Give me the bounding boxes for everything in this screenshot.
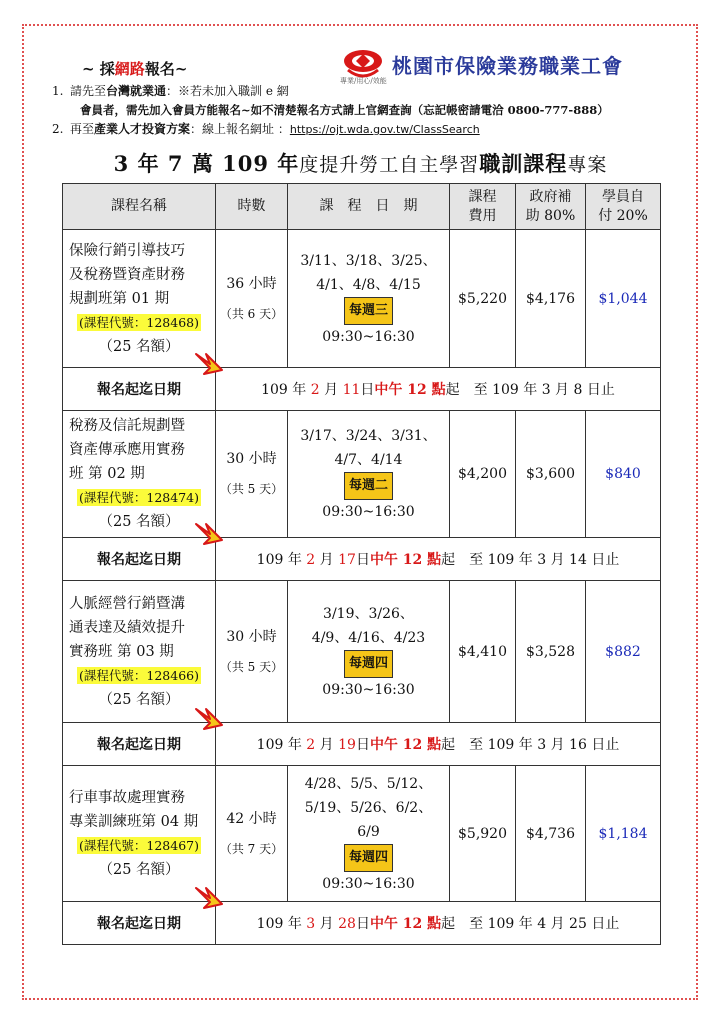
registration-row: [63, 723, 661, 766]
course-row: [63, 230, 661, 368]
course-code-highlight: (課程代號：128466): [79, 667, 199, 683]
course-self-pay: $840: [586, 411, 661, 538]
course-name-line: 專業訓練班第 04 期: [69, 813, 199, 830]
course-name-line: 行車事故處理實務: [69, 789, 185, 806]
course-hours: 30 小時: [226, 628, 277, 645]
header-fee: 課程 費用: [450, 184, 516, 230]
course-name-cell: [63, 581, 216, 723]
course-quota: （25 名額）: [98, 691, 180, 708]
registration-label: 報名起迄日期: [63, 538, 216, 581]
registration-label: 報名起迄日期: [63, 368, 216, 411]
header-subsidy: 政府補 助 80%: [516, 184, 586, 230]
course-time: 09:30~16:30: [322, 328, 415, 345]
course-days: （共 6 天）: [219, 306, 284, 321]
registration-row: [63, 368, 661, 411]
course-date-line: 4/28、5/5、5/12、: [304, 775, 433, 792]
registration-period: 109 年 2 月 11日中午 12 點起 至 109 年 3 月 8 日止: [216, 368, 661, 411]
registration-notes: [52, 82, 692, 139]
registration-period: 109 年 3 月 28日中午 12 點起 至 109 年 4 月 25 日止: [216, 902, 661, 945]
registration-title: ~ 採網路報名~: [82, 60, 188, 78]
course-days: （共 5 天）: [219, 482, 284, 496]
course-name-line: 稅務及信託規劃暨: [69, 418, 185, 434]
course-fee: $5,220: [450, 230, 516, 368]
header-hours: 時數: [216, 184, 288, 230]
course-name-line: 實務班 第 03 期: [69, 643, 174, 660]
course-name-cell: [63, 230, 216, 368]
course-name-cell: [63, 766, 216, 902]
course-fee: $5,920: [450, 766, 516, 902]
weekday-badge: 每週四: [344, 844, 393, 872]
org-name: 桃園市保險業務職業工會: [392, 54, 623, 78]
org-slogan: 專業/用心/效能: [340, 77, 387, 85]
course-subsidy: $4,736: [516, 766, 586, 902]
course-name-line: 及稅務暨資產財務: [69, 266, 185, 283]
weekday-badge: 每週四: [344, 650, 393, 678]
course-name-line: 通表達及績效提升: [69, 619, 185, 636]
course-subsidy: $3,528: [516, 581, 586, 723]
registration-url-link[interactable]: https://ojt.wda.gov.tw/ClassSearch: [289, 123, 480, 136]
course-quota: （25 名額）: [98, 338, 180, 355]
course-subsidy: $4,176: [516, 230, 586, 368]
course-fee: $4,200: [450, 411, 516, 538]
course-name-line: 保險行銷引導技巧: [69, 242, 185, 259]
course-row: [63, 766, 661, 902]
course-date-line: 4/1、4/8、4/15: [316, 276, 421, 293]
registration-row: [63, 902, 661, 945]
course-dates-cell: [288, 766, 450, 902]
note-1-continued: 會員者，需先加入會員方能報名~如不清楚報名方式請上官網查詢（忘記帳密請電洽 0800-777-888）: [80, 103, 609, 117]
course-date-line: 3/11、3/18、3/25、: [300, 252, 437, 269]
registration-period: 109 年 2 月 19日中午 12 點起 至 109 年 3 月 16 日止: [216, 723, 661, 766]
note-1: 1. 請先至台灣就業通：※若未加入職訓 e 網: [52, 84, 289, 98]
registration-label: 報名起迄日期: [63, 902, 216, 945]
course-time: 09:30~16:30: [322, 681, 415, 698]
note-2: 2. 再至產業人才投資方案：線上報名網址 ：https://ojt.wda.gov.tw/ClassSearch: [52, 122, 480, 136]
header-dates: 課 程 日 期: [288, 184, 450, 230]
course-hours: 36 小時: [226, 275, 277, 292]
table-header-row: [63, 184, 661, 230]
course-hours-cell: [216, 411, 288, 538]
course-days: （共 7 天）: [219, 841, 284, 856]
course-date-line: 5/19、5/26、6/2、: [304, 799, 433, 816]
course-name-line: 資產傳承應用實務: [69, 442, 185, 458]
pointer-arrow-icon: [194, 705, 224, 731]
course-name-line: 規劃班第 01 期: [69, 290, 170, 307]
course-hours-cell: [216, 230, 288, 368]
course-subsidy: $3,600: [516, 411, 586, 538]
pointer-arrow-icon: [194, 350, 224, 376]
course-fee: $4,410: [450, 581, 516, 723]
course-hours: 30 小時: [226, 451, 277, 467]
course-dates-cell: [288, 411, 450, 538]
course-date-line: 3/19、3/26、: [323, 605, 414, 622]
course-time: 09:30~16:30: [322, 875, 415, 892]
course-time: 09:30~16:30: [322, 504, 415, 520]
course-name-cell: [63, 411, 216, 538]
course-quota: （25 名額）: [98, 861, 180, 878]
weekday-badge: 每週三: [344, 297, 393, 325]
course-date-line: 4/7、4/14: [334, 452, 403, 468]
course-hours-cell: [216, 766, 288, 902]
course-self-pay: $882: [586, 581, 661, 723]
pointer-arrow-icon: [194, 884, 224, 910]
course-date-line: 4/9、4/16、4/23: [311, 629, 426, 646]
course-code-highlight: (課程代號：128468): [79, 314, 199, 330]
course-name-line: 班 第 02 期: [69, 466, 145, 482]
course-self-pay: $1,044: [586, 230, 661, 368]
registration-label: 報名起迄日期: [63, 723, 216, 766]
course-days: （共 5 天）: [219, 659, 284, 674]
course-hours: 42 小時: [226, 810, 277, 827]
org-logo: [342, 48, 682, 86]
course-row: [63, 581, 661, 723]
weekday-badge: 每週二: [344, 472, 393, 500]
course-dates-cell: [288, 230, 450, 368]
course-self-pay: $1,184: [586, 766, 661, 902]
course-table: [62, 183, 661, 945]
page-title: 3 年 7 萬 109 年度提升勞工自主學習職訓課程專案: [113, 151, 608, 176]
course-code-highlight: (課程代號：128467): [79, 837, 199, 853]
course-date-line: 3/17、3/24、3/31、: [300, 428, 437, 444]
course-code-highlight: (課程代號：128474): [79, 490, 199, 505]
course-row: [63, 411, 661, 538]
header-self-pay: 學員自 付 20%: [586, 184, 661, 230]
registration-period: 109 年 2 月 17日中午 12 點起 至 109 年 3 月 14 日止: [216, 538, 661, 581]
course-quota: （25 名額）: [98, 514, 180, 530]
header-name: 課程名稱: [63, 184, 216, 230]
course-date-line: 6/9: [357, 823, 380, 840]
course-hours-cell: [216, 581, 288, 723]
pointer-arrow-icon: [194, 520, 224, 546]
registration-row: [63, 538, 661, 581]
course-name-line: 人脈經營行銷暨溝: [69, 595, 185, 612]
course-dates-cell: [288, 581, 450, 723]
